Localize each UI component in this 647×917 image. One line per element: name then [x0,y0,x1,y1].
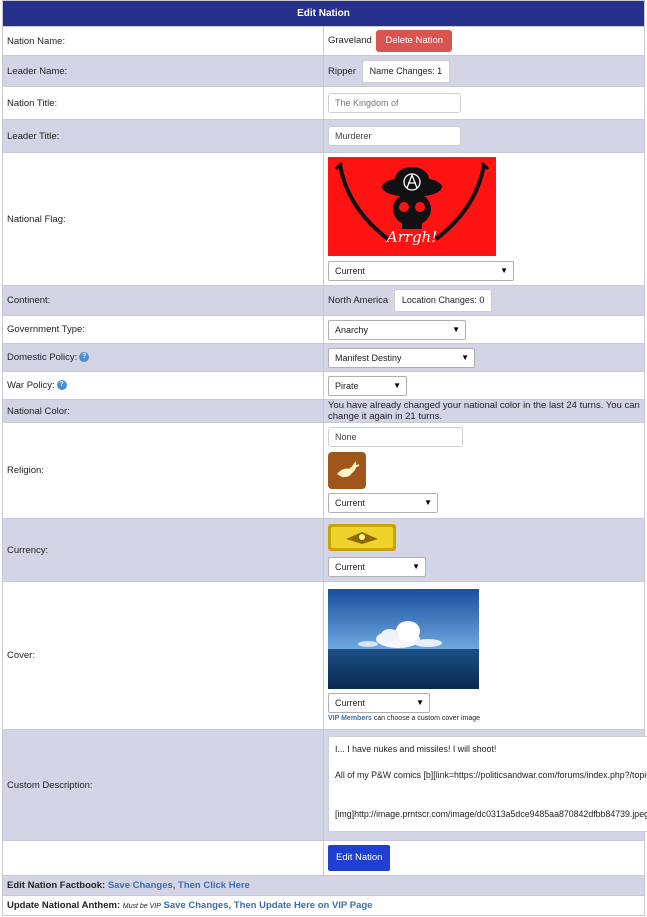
cover-image [328,589,640,692]
continent-value: North America [328,295,389,306]
factbook-row [3,876,645,896]
leader-name-label: Leader Name: [3,56,324,87]
nation-title-input[interactable]: The Kingdom of [328,93,461,113]
vip-members-link[interactable]: VIP Members [328,715,372,722]
gold-bar-icon [328,523,640,555]
vip-required-note: Must be VIP [122,903,161,910]
domestic-policy-label: Domestic Policy: [7,352,78,363]
domestic-policy-cell [324,344,645,372]
name-changes-badge: Name Changes: 1 [362,60,451,83]
page-title: Edit Nation [3,1,645,27]
edit-nation-table [2,0,645,916]
custom-description-textarea[interactable] [328,736,647,832]
cover-cell [324,582,645,730]
war-policy-label: War Policy: [7,380,55,391]
national-color-label: National Color: [3,400,324,423]
flag-cell [324,153,645,286]
currency-select-value: Current [335,562,366,572]
dove-icon [328,452,640,492]
chevron-down-icon: ▼ [412,562,420,571]
leader-title-cell [324,120,645,153]
cover-label: Cover: [3,582,324,730]
flag-select-value: Current [335,266,366,276]
help-icon[interactable]: ? [79,352,89,362]
religion-select-value: Current [335,498,366,508]
continent-cell [324,286,645,316]
delete-nation-button[interactable]: Delete Nation [376,30,452,52]
leader-title-label: Leader Title: [3,120,324,153]
chevron-down-icon: ▼ [393,380,401,390]
religion-label: Religion: [3,423,324,519]
leader-name-value: Ripper [328,65,356,77]
currency-select[interactable] [328,557,426,577]
vip-cover-note-text: can choose a custom cover image [371,715,481,722]
factbook-link[interactable]: Save Changes, Then Click Here [107,880,250,891]
nation-title-label: Nation Title: [3,87,324,120]
continent-label: Continent: [3,286,324,316]
anthem-row [3,896,645,916]
location-changes-badge: Location Changes: 0 [394,289,493,312]
leader-title-input[interactable]: Murderer [328,126,461,146]
domestic-policy-label-cell [3,344,324,372]
leader-name-cell [324,56,645,87]
edit-nation-button[interactable]: Edit Nation [328,845,390,871]
chevron-down-icon: ▼ [500,266,508,275]
flag-text: Arrgh! [386,228,438,246]
chevron-down-icon: ▼ [416,698,424,707]
flag-label: National Flag: [3,153,324,286]
domestic-policy-value: Manifest Destiny [335,352,402,363]
nation-name-label: Nation Name: [3,27,324,56]
government-type-value: Anarchy [335,324,369,335]
flag-select[interactable] [328,261,514,281]
national-flag-image [328,157,640,259]
anthem-link[interactable]: Save Changes, Then Update Here on VIP Page [163,900,373,911]
currency-cell [324,519,645,582]
nation-title-cell [324,87,645,120]
submit-label-cell [3,841,324,876]
war-policy-value: Pirate [335,380,359,391]
cover-select[interactable] [328,693,430,713]
chevron-down-icon: ▼ [424,498,432,507]
national-color-text: You have already changed your national color in the last 24 turns. You can change it again in 21 turns. [324,400,645,423]
religion-cell [324,423,645,519]
vip-cover-note [328,715,640,722]
submit-cell [324,841,645,876]
custom-description-cell [324,730,645,841]
government-type-select[interactable] [328,320,466,340]
nation-name-cell [324,27,645,56]
help-icon[interactable]: ? [57,380,67,390]
custom-description-label: Custom Description: [3,730,324,841]
government-type-cell [324,316,645,344]
religion-select[interactable] [328,493,438,513]
government-type-label: Government Type: [3,316,324,344]
cover-select-value: Current [335,698,366,708]
nation-name-value: Graveland [328,35,372,46]
anthem-label: Update National Anthem: [7,900,121,911]
war-policy-cell [324,372,645,400]
factbook-label: Edit Nation Factbook: [7,880,106,891]
war-policy-label-cell [3,372,324,400]
chevron-down-icon: ▼ [452,324,460,334]
chevron-down-icon: ▼ [461,352,469,362]
currency-label: Currency: [3,519,324,582]
war-policy-select[interactable] [328,376,407,396]
domestic-policy-select[interactable] [328,348,475,368]
religion-input[interactable]: None [328,427,463,447]
